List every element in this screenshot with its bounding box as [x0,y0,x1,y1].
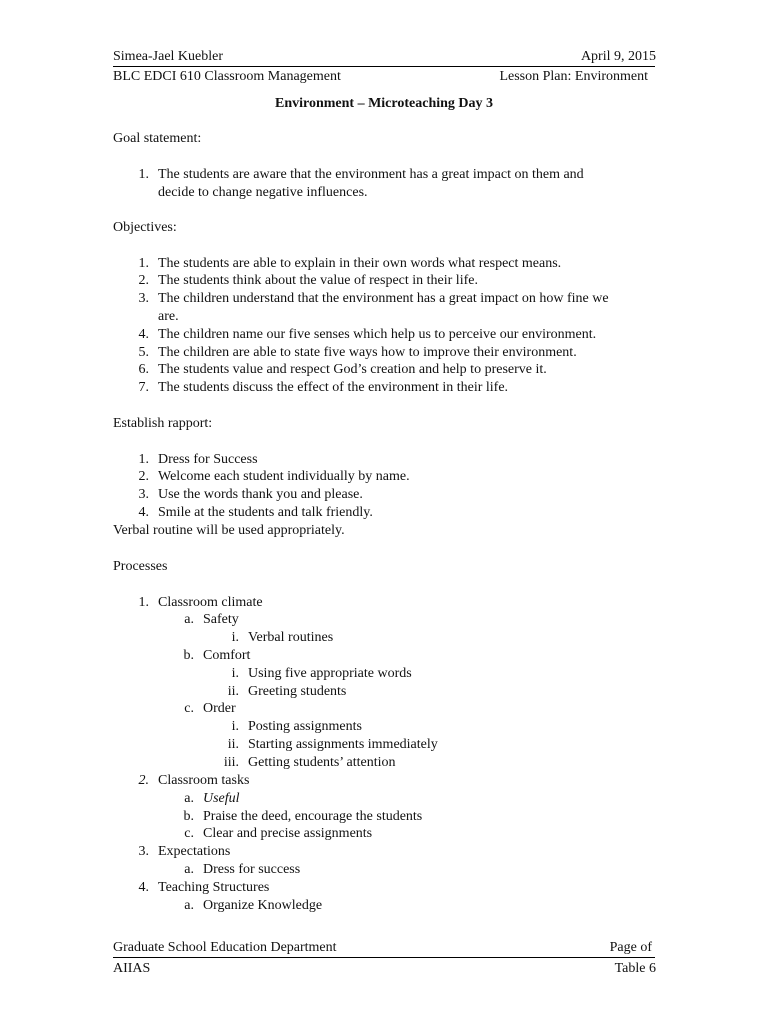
process-item: Teaching Structures [158,880,270,895]
lesson-plan-label: Lesson Plan: Environment [499,69,648,84]
footer-page-number: Page of [609,940,652,955]
process-number: 4. [138,880,149,895]
objective-number: 6. [138,362,149,377]
process-subitem: Clear and precise assignments [203,826,373,841]
process-subitem: Comfort [203,648,251,663]
process-subitem: Order [203,701,236,716]
page-title: Environment – Microteaching Day 3 [274,96,494,111]
process-item: Expectations [158,844,231,859]
objective-number: 7. [138,380,149,395]
rapport-number: 1. [138,452,149,467]
process-number: 3. [138,844,149,859]
objective-text: The students are able to explain in their own words what respect means. [158,256,562,271]
rapport-text: Use the words thank you and please. [158,487,363,502]
rapport-text: Smile at the students and talk friendly. [158,505,373,520]
objective-number: 5. [138,345,149,360]
objective-number: 2. [138,273,149,288]
process-subitem: Organize Knowledge [203,898,323,913]
goal-item-text: The students are aware that the environment has a great impact on them and [158,167,584,182]
objectives-heading: Objectives: [113,220,177,235]
process-subletter: c. [184,826,194,841]
process-subitem: Safety [203,612,239,627]
footer-table-label: Table 6 [614,961,656,976]
rapport-number: 4. [138,505,149,520]
rapport-number: 3. [138,487,149,502]
process-roman: i. [231,630,239,645]
footer-department: Graduate School Education Department [113,940,337,955]
process-roman: i. [231,666,239,681]
process-subitem: Praise the deed, encourage the students [203,809,423,824]
rapport-heading: Establish rapport: [113,416,213,431]
author-name: Simea-Jael Kuebler [113,49,224,64]
process-subitem: Dress for success [203,862,301,877]
process-number: 1. [138,595,149,610]
rapport-number: 2. [138,469,149,484]
objective-text-continued: are. [158,309,179,324]
process-subletter: b. [183,648,194,663]
objective-text: The children name our five senses which help us to perceive our environment. [158,327,597,342]
process-number: 2. [138,773,149,788]
objective-text: The students value and respect God’s creation and help to preserve it. [158,362,547,377]
process-subsubitem: Using five appropriate words [248,666,412,681]
processes-heading: Processes [113,559,168,574]
goal-item-number: 1. [138,167,149,182]
footer-rule [113,957,655,958]
goal-item-text-continued: decide to change negative influences. [158,185,368,200]
process-subletter: a. [184,898,194,913]
process-subsubitem: Greeting students [248,684,347,699]
document-date: April 9, 2015 [580,49,656,64]
process-item: Classroom tasks [158,773,250,788]
process-roman: i. [231,719,239,734]
objective-number: 3. [138,291,149,306]
process-subsubitem: Starting assignments immediately [248,737,438,752]
rapport-note: Verbal routine will be used appropriately. [113,523,345,538]
process-subletter: a. [184,862,194,877]
objective-text: The children understand that the environment has a great impact on how fine we [158,291,609,306]
rapport-text: Welcome each student individually by name. [158,469,410,484]
header-rule [113,66,655,67]
objective-text: The children are able to state five ways how to improve their environment. [158,345,577,360]
goal-heading: Goal statement: [113,131,202,146]
course-name: BLC EDCI 610 Classroom Management [113,69,341,84]
process-subsubitem: Verbal routines [248,630,334,645]
process-item: Classroom climate [158,595,263,610]
process-roman: ii. [227,737,239,752]
process-subletter: b. [183,809,194,824]
objective-text: The students think about the value of respect in their life. [158,273,478,288]
objective-number: 4. [138,327,149,342]
objective-number: 1. [138,256,149,271]
footer-school: AIIAS [113,961,151,976]
process-roman: ii. [227,684,239,699]
process-subitem: Useful [203,791,240,806]
process-subletter: a. [184,791,194,806]
process-roman: iii. [223,755,239,770]
process-subsubitem: Getting students’ attention [248,755,396,770]
process-subsubitem: Posting assignments [248,719,362,734]
rapport-text: Dress for Success [158,452,258,467]
process-subletter: a. [184,612,194,627]
objective-text: The students discuss the effect of the environment in their life. [158,380,509,395]
process-subletter: c. [184,701,194,716]
